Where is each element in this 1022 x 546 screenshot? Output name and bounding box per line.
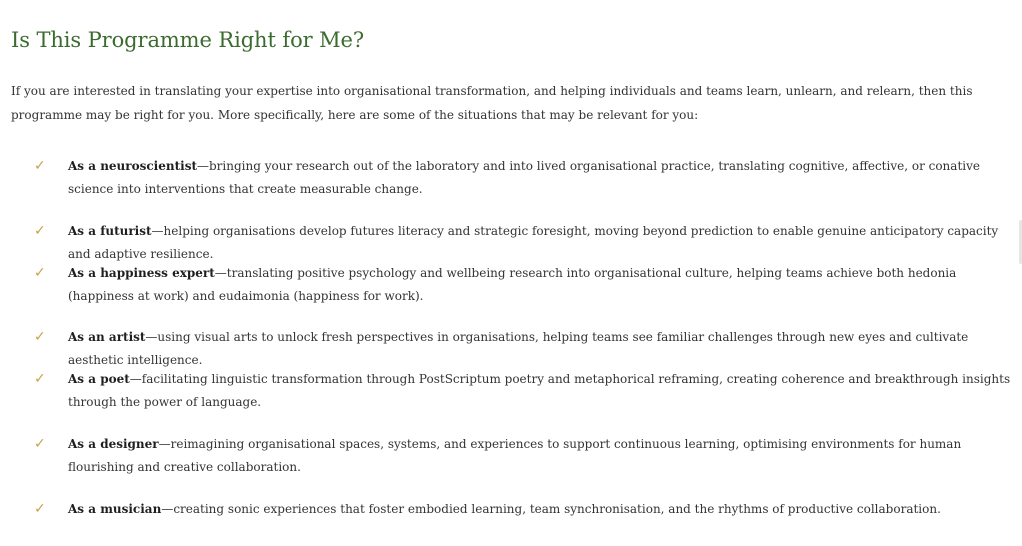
checkmark-icon: ✓ (34, 223, 46, 239)
list-item-text (68, 155, 1022, 201)
list-item-description: —helping organisations develop futures literacy and strategic foresight, moving beyond prediction to enable genuine anticipatory capacity and adaptive resilience. (68, 224, 999, 261)
list-item-text (68, 368, 1022, 414)
list-item-lead: As a neuroscientist (68, 159, 197, 173)
checkmark-icon: ✓ (34, 501, 46, 517)
list-item-description: —translating positive psychology and wellbeing research into organisational culture, helping teams achieve both hedonia (happiness at work) and eudaimonia (happiness for work). (68, 266, 957, 303)
checkmark-icon: ✓ (34, 158, 46, 174)
list-item-text (68, 262, 1022, 308)
list-item-lead: As a musician (68, 502, 162, 516)
section-heading: Is This Programme Right for Me? (11, 28, 365, 52)
checkmark-icon: ✓ (34, 436, 46, 452)
list-item-lead: As a futurist (68, 224, 152, 238)
checkmark-icon: ✓ (34, 371, 46, 387)
list-item-lead: As an artist (68, 330, 146, 344)
list-item-description: —using visual arts to unlock fresh perspectives in organisations, helping teams see familiar challenges through new eyes and cultivate aesthetic intelligence. (68, 330, 969, 367)
list-item-description: —creating sonic experiences that foster embodied learning, team synchronisation, and the rhythms of productive collaboration. (161, 502, 941, 516)
list-item-lead: As a happiness expert (68, 266, 215, 280)
list-item-text (68, 498, 1022, 521)
list-item-lead: As a designer (68, 437, 159, 451)
list-item-text (68, 433, 1022, 479)
list-item-lead: As a poet (68, 372, 130, 386)
list-item-text (68, 220, 1022, 266)
checkmark-icon: ✓ (34, 329, 46, 345)
checkmark-icon: ✓ (34, 265, 46, 281)
list-item-description: —facilitating linguistic transformation through PostScriptum poetry and metaphorical reframing, creating coherence and breakthrough insights through the power of language. (68, 372, 1011, 409)
list-item-description: —reimagining organisational spaces, systems, and experiences to support continuous learning, optimising environments for human flourishing and creative collaboration. (68, 437, 962, 474)
intro-paragraph: If you are interested in translating your expertise into organisational transformation, and helping individuals and teams learn, unlearn, and relearn, then this programme may be right for you. More specifically, here are some of the situations that may be relevant for you: (11, 84, 973, 122)
list-item-text (68, 326, 1022, 372)
list-item-description: —bringing your research out of the laboratory and into lived organisational practice, translating cognitive, affective, or conative science into interventions that create measurable change. (68, 159, 980, 196)
